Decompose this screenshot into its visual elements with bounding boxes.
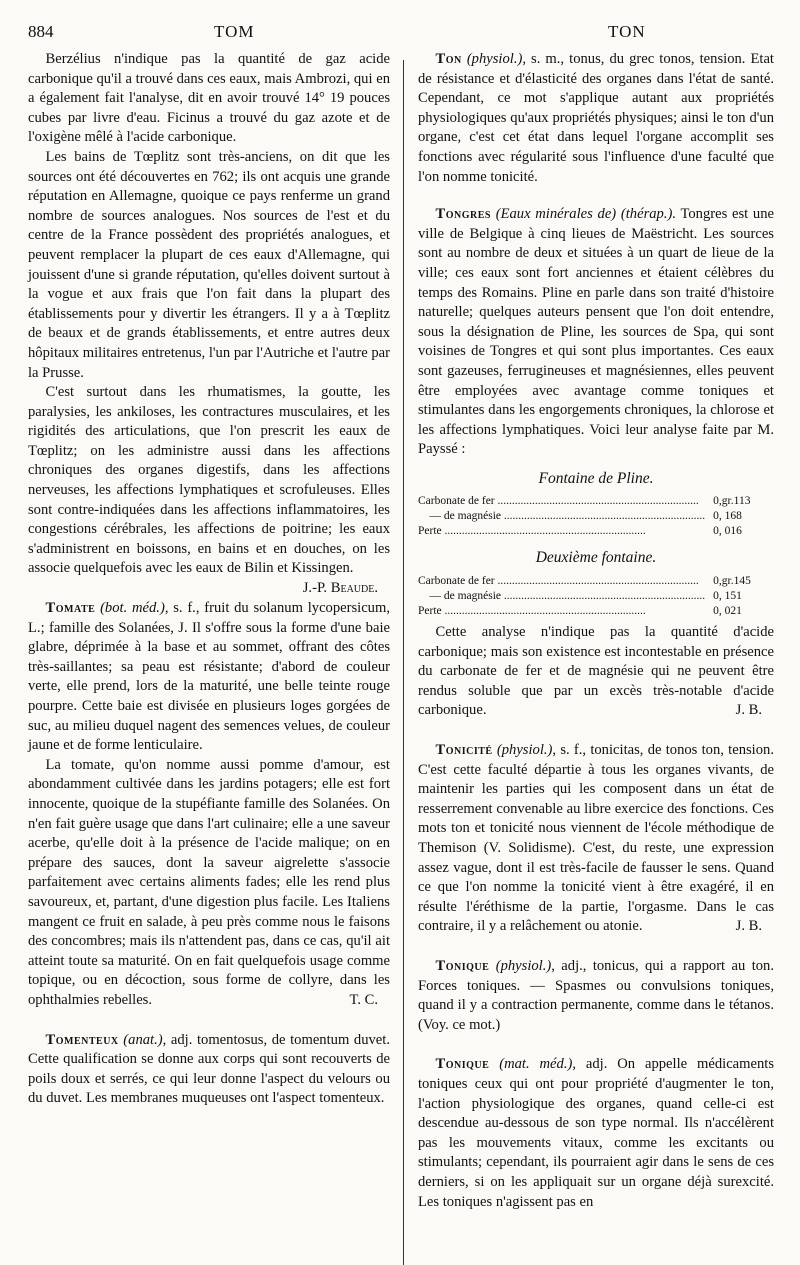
entry-tag: (anat.) bbox=[123, 1031, 163, 1048]
paragraph: Berzélius n'indique pas la quantité de gaz acide carbonique qu'il a trouvé dans ces eaux, mais Ambrozi, qui en a également fait l'analyse, dit en avoir trouvé 14° 19 pouces cubes par livre d'eau. Ficinus a trouvé du gaz azote et de l'oxigène mêlé à l'acide carbonique. bbox=[28, 51, 390, 146]
paragraph: La tomate, qu'on nomme aussi pomme d'amour, est abondamment cultivée dans les jardins potagers; elle est fort innocente, quoique de la stupéfiante famille des Solanées. On n'en fait guère usage que dans l'art culinaire; elle a une saveur acerbe, qu'elle doit à la présence de l'acide malique; on en prépare des sauces, dont la saveur aigrelette s'associe parfaitement avec certains aliments fades; elle les rend plus savoureux, et, partant, d'une digestion plus facile. Les Italiens mangent ce fruit en salade, à peu près comme nous le faisons des concombres; mais ils n'attendent pas, dans ce cas, qu'il ait atteint toute sa maturité. On en fait quelquefois usage comme topique, ou en décoction, sous forme de collyre, dans les ophthalmies rebelles. T. C. bbox=[28, 756, 390, 1011]
paragraph: C'est surtout dans les rhumatismes, la goutte, les paralysies, les ankiloses, les contractures musculaires, et les rigidités des articulations, que l'on prescrit les eaux de Tœplitz; on les administre aussi dans les affections chroniques des organes digestifs, dans les affections nerveuses, les affections lymphatiques et scrofuleuses. Elles sont contre-indiquées dans les affections inflammatoires, les congestions cérébrales, les affections de poitrine; les eaux s'administrent en boissons, en bains et en douches, on les associe quelquefois avec les eaux de Bilin et Kissingen. J.-P. Beaude. bbox=[28, 383, 390, 579]
entry-tomate bbox=[28, 599, 390, 1010]
headword: Tonique bbox=[435, 1056, 490, 1073]
paragraph: Tonicité (physiol.), s. f., tonicitas, de tonos ton, tension. C'est cette faculté départie à tous les organes vivants, de maintenir les parties qui les composent dans un état de resserrement convenable au libre exercice des fonctions. Ces mots ton et tonicité nous viennent de l'école méthodique de Themison (V. Solidisme). C'est, du reste, une expression assez vague, dont il est très-facile de fausser le sens. Quand ce que l'on nomme la tonicité vient à être exagéré, il en résulte l'éréthisme de la partie, l'orgasme. Dans le cas contraire, il y a relâchement ou atonie. J. B. bbox=[418, 741, 774, 937]
entry-tonique-mat-med bbox=[418, 1055, 774, 1212]
running-header bbox=[28, 18, 774, 50]
column-divider bbox=[403, 60, 404, 1265]
entry-tag: (mat. méd.) bbox=[499, 1056, 573, 1073]
entry-tonicite bbox=[418, 741, 774, 937]
entry-tag: (physiol.) bbox=[466, 51, 523, 67]
entry-tag: (physiol.) bbox=[495, 957, 552, 974]
entry-tag: (bot. méd.) bbox=[100, 600, 165, 617]
analysis-title: Deuxième fontaine. bbox=[535, 549, 657, 567]
paragraph: Ton (physiol.), s. m., tonus, du grec tonos, tension. Etat de résistance et d'élasticité des organes dans l'état de santé. Cependant, ce mot s'applique autant aux propriétés physiologiques qu'aux propriétés physiques; ainsi le ton d'un organe, c'est cet état dans lequel l'organe accomplit ses fonctions avec régularité sous l'influence d'une faculté que l'on nomme tonicité. bbox=[418, 51, 774, 185]
analysis-table bbox=[418, 574, 774, 619]
entry-tag: (physiol.) bbox=[496, 742, 553, 759]
entry-tag: (Eaux minérales de) (thérap.). bbox=[495, 206, 677, 223]
two-column-body bbox=[28, 50, 774, 1212]
paragraph: Tomenteux (anat.), adj. tomentosus, de tomentum duvet. Cette qualification se donne aux corps qui sont recouverts de poils doux et serrés, ce qui leur donne l'aspect du velours ou du duvet. Les membranes muqueuses ont l'aspect tomenteux. bbox=[28, 1031, 390, 1107]
analysis-title: Fontaine de Pline. bbox=[538, 469, 654, 487]
entry-tongres bbox=[418, 205, 774, 721]
headword: Tonique bbox=[435, 957, 490, 974]
author-signature: T. C. bbox=[349, 991, 378, 1008]
paragraph: Tonique (physiol.), adj., tonicus, qui a rapport au ton. Forces toniques. — Spasmes ou convulsions toniques, quand il y a contraction permanente, comme dans le tétanos. (Voy. ce mot.) bbox=[418, 957, 774, 1033]
entry-ton bbox=[418, 50, 774, 187]
right-column bbox=[418, 50, 774, 1212]
table-row: — de magnésie ..... 0, 168 bbox=[418, 509, 774, 524]
analysis-table bbox=[418, 494, 774, 539]
entry-toeplitz-continued bbox=[28, 50, 390, 597]
page-number: 884 bbox=[28, 22, 54, 41]
right-running-head: TON bbox=[608, 22, 646, 41]
headword: Tongres bbox=[435, 206, 491, 223]
entry-tonique-physiol bbox=[418, 957, 774, 1035]
left-running-head: TOM bbox=[214, 22, 255, 41]
headword: Tonicité bbox=[435, 742, 493, 759]
author-signature: J.-P. Beaude. bbox=[302, 580, 378, 597]
headword: Tomate bbox=[45, 600, 96, 617]
left-column bbox=[28, 50, 390, 1212]
headword: Tomenteux bbox=[45, 1031, 119, 1048]
author-signature: J. B. bbox=[735, 702, 762, 719]
table-row: Perte ..... 0, 021 bbox=[418, 604, 774, 619]
table-row: Carbonate de fer ..... 0,gr.145 bbox=[418, 574, 774, 589]
headword: Ton bbox=[435, 51, 462, 67]
author-signature: J. B. bbox=[735, 918, 762, 935]
table-row: Perte ..... 0, 016 bbox=[418, 524, 774, 539]
table-row: — de magnésie ..... 0, 151 bbox=[418, 589, 774, 604]
table-row: Carbonate de fer ..... 0,gr.113 bbox=[418, 494, 774, 509]
paragraph: Les bains de Tœplitz sont très-anciens, on dit que les sources ont été découvertes en 762; ils ont acquis une grande réputation en Allemagne, quoique ce pays renferme un grand nombre de sources analogues. Nos sources de l'est et du centre de la France possèdent des propriétés analogues, et peuvent remplacer la plupart de ces eaux d'Allemagne, qui jouissent d'une si grande réputation, qu'elles doivent surtout à la vogue et aux frais que l'on fait dans la plupart des établissements pour y divertir les étrangers. Il y a à Tœplitz de beaux et de grands établissements, et entre autres deux hôpitaux militaires entretenus, l'un par l'Autriche et l'autre par la Prusse. bbox=[28, 148, 390, 381]
entry-tomenteux bbox=[28, 1031, 390, 1109]
paragraph: Cette analyse n'indique pas la quantité d'acide carbonique; mais son existence est incontestable en présence du carbonate de fer et de magnésie qui ne peuvent être rendus soluble que par un excès très-notable d'acide carbonique. J. B. bbox=[418, 623, 774, 721]
paragraph: Tonique (mat. méd.), adj. On appelle médicaments toniques ceux qui ont pour propriété d'augmenter le ton, l'action physiologique des organes, quand celle-ci est descendue au-dessous de son type normal. Ils n'accélèrent pas les mouvements vitaux, comme les excitants ou stimulants; cependant, ils pourraient agir dans le sens de ces derniers, si on les appliquait sur un organe déjà surexcité. Les toniques n'agissent pas en bbox=[418, 1056, 775, 1210]
paragraph: Tomate (bot. méd.), s. f., fruit du solanum lycopersicum, L.; famille des Solanées, J. Il s'offre sous la forme d'une baie glabre, déprimée à la base et au sommet, offrant des côtes très-saillantes; sa peau est résistante; d'abord de couleur verte, elle prend, lors de la maturité, une belle teinte rouge pourpre. Cette baie est divisée en plusieurs loges gorgées de suc, au milieu duquel nagent des semences velues, de couleur jaune et de forme lenticulaire. bbox=[28, 600, 390, 754]
paragraph: Tongres (Eaux minérales de) (thérap.). Tongres est une ville de Belgique à cinq lieues de Maëstricht. Les sources sont au nombre de deux et situées à un quart de lieue de la ville; ces eaux sont fort anciennes et étaient célèbres du temps des Romains. Pline en parle dans son traité d'histoire naturelle; quelques auteurs pensent que l'on doit entendre, sous la désignation de Pline, les sources de Spa, qui sont voisines de Tongres et qui sont plus importantes. Ces eaux sont gazeuses, ferrugineuses et magnésiennes, elles peuvent être employées avec avantage comme toniques et stimulantes dans les engorgements chroniques, la chlorose et les affections lymphatiques. Voici leur analyse faite par M. Payssé : bbox=[418, 206, 774, 458]
